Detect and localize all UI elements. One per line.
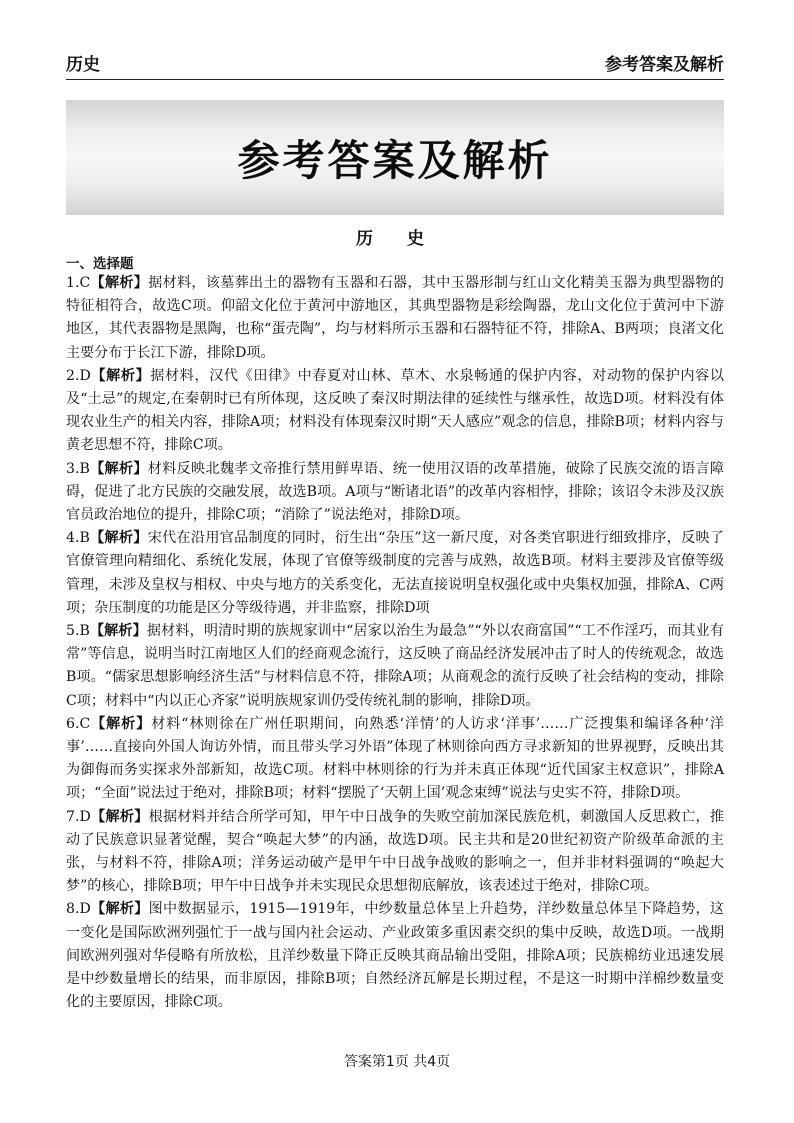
analysis-text: 据材料，明清时期的族规家训中“居家以治生为最急”“外以农商富国”“工不作淫巧，而其业有常”等信息，说明当时江南地区人们的经商观念流行，这反映了商品经济发展冲击了时人的传统观念，故选B项。“儒家思想影响经济生活”与材料信息不符，排除A项；从商观念的流行反映了社会结构的变动，排除C项；材料中“内以正心齐家”说明族规家训仍受传统礼制的影响，排除D项。 xyxy=(66,623,725,709)
analysis-text: 图中数据显示，1915—1919年，中纱数量总体呈上升趋势，洋纱数量总体呈下降趋势，这一变化是国际欧洲列强忙于一战与国内社会运动、产业政策多重因素交织的集中反映，故选D项。一战期间欧洲列强对华侵略有所放松，且洋纱数量下降正反映其商品输出受阻，排除A项；民族棉纺业迅速发展是中纱数量增长的结果，而非原因，排除B项；自然经济瓦解是长期过程，不是这一时期中洋棉纱数量变化的主要原因，排除C项。 xyxy=(66,901,725,1011)
answer-item-4 xyxy=(66,527,724,620)
analysis-text: 根据材料并结合所学可知，甲午中日战争的失败空前加深民族危机，刺激国人反思救亡，推动了民族意识显著觉醒，契合“唤起大梦”的内涵，故选D项。民主共和是20世纪初资产阶级革命派的主张，与材料不符，排除A项；洋务运动破产是甲午中日战争战败的影响之一，但并非材料强调的“唤起大梦”的核心，排除B项；甲午中日战争并未实现民众思想彻底解放，该表述过于绝对，排除C项。 xyxy=(66,808,725,895)
answer-number: 3.B xyxy=(66,460,90,477)
analysis-label: 【解析】 xyxy=(89,460,148,477)
analysis-label: 【解析】 xyxy=(90,715,152,732)
header-divider xyxy=(66,79,724,80)
answer-item-3 xyxy=(66,458,724,528)
analysis-label: 【解析】 xyxy=(90,901,149,918)
analysis-label: 【解析】 xyxy=(89,623,147,640)
analysis-text: 据材料，汉代《田律》中春夏对山林、草木、水泉畅通的保护内容，对动物的保护内容以及“土忌”的规定,在秦朝时已有所体现，这反映了秦汉时期法律的延续性与继承性，故选D项。材料没有体现农业生产的相关内容，排除A项；材料没有体现秦汉时期“天人感应”观念的信息，排除B项；材料内容与黄老思想不符，排除C项。 xyxy=(66,367,725,454)
answer-item-2 xyxy=(66,365,724,458)
analysis-text: 据材料，该墓葬出土的器物有玉器和石器，其中玉器形制与红山文化精美玉器为典型器物的特征相符合，故选C项。仰韶文化位于黄河中游地区，其典型器物是彩绘陶器，龙山文化位于黄河中下游地区，其代表器物是黑陶，也称“蛋壳陶”，均与材料所示玉器和石器特征不符，排除A、B两项；良渚文化主要分布于长江下游，排除D项。 xyxy=(66,275,725,361)
header-subject: 历史 xyxy=(66,55,100,75)
answer-list xyxy=(66,272,724,1015)
section-heading: 一、选择题 xyxy=(66,256,134,272)
title-banner xyxy=(66,100,724,215)
answer-number: 8.D xyxy=(66,901,91,918)
answer-item-8 xyxy=(66,898,724,1014)
answer-number: 2.D xyxy=(66,367,91,384)
answer-number: 1.C xyxy=(66,275,91,291)
answer-number: 4.B xyxy=(66,530,90,547)
answer-number: 6.C xyxy=(66,715,91,732)
banner-title: 参考答案及解析 xyxy=(237,135,553,185)
analysis-text: 材料反映北魏孝文帝推行禁用鲜卑语、统一使用汉语的改革措施，破除了民族交流的语言障碍，促进了北方民族的交融发展，故选B项。A项与“断诸北语”的改革内容相悖，排除；该诏令未涉及汉族官员政治地位的提升，排除C项；“消除了”说法绝对，排除D项。 xyxy=(66,460,725,524)
analysis-label: 【解析】 xyxy=(90,275,149,291)
answer-item-6 xyxy=(66,713,724,806)
header-doc-title: 参考答案及解析 xyxy=(605,55,724,75)
answer-number: 5.B xyxy=(66,623,90,640)
section-title: 历 史 xyxy=(356,229,438,249)
analysis-label: 【解析】 xyxy=(90,808,149,825)
analysis-text: 材料“林则徐在广州任职期间，向熟悉‘洋情’的人访求‘洋事’……广泛搜集和编译各种‘洋事’……直接向外国人询访外情，而且带头学习外语”体现了林则徐向西方寻求新知的世界视野，反映出其为御侮而务实探求外部新知，故选C项。材料中林则徐的行为并未真正体现“近代国家主权意识”，排除A项；“全面”说法过于绝对，排除B项；材料“摆脱了‘天朝上国’观念束缚”说法与史实不符，排除D项。 xyxy=(66,715,724,802)
answer-item-1 xyxy=(66,272,724,365)
analysis-label: 【解析】 xyxy=(89,530,148,547)
analysis-text: 宋代在沿用官品制度的同时，衍生出“杂压”这一新尺度，对各类官职进行细致排序，反映了官僚管理向精细化、系统化发展，体现了官僚等级制度的完善与成熟，故选B项。材料主要涉及官僚等级管理，未涉及皇权与相权、中央与地方的关系变化，无法直接说明皇权强化或中央集权加强，排除A、C两项；杂压制度的功能是区分等级待遇，并非监察，排除D项 xyxy=(66,530,725,616)
answer-number: 7.D xyxy=(66,808,91,825)
page-footer: 答案第1页 共4页 xyxy=(343,1054,451,1070)
answer-item-5 xyxy=(66,620,724,713)
answer-item-7 xyxy=(66,806,724,899)
analysis-label: 【解析】 xyxy=(90,367,151,384)
